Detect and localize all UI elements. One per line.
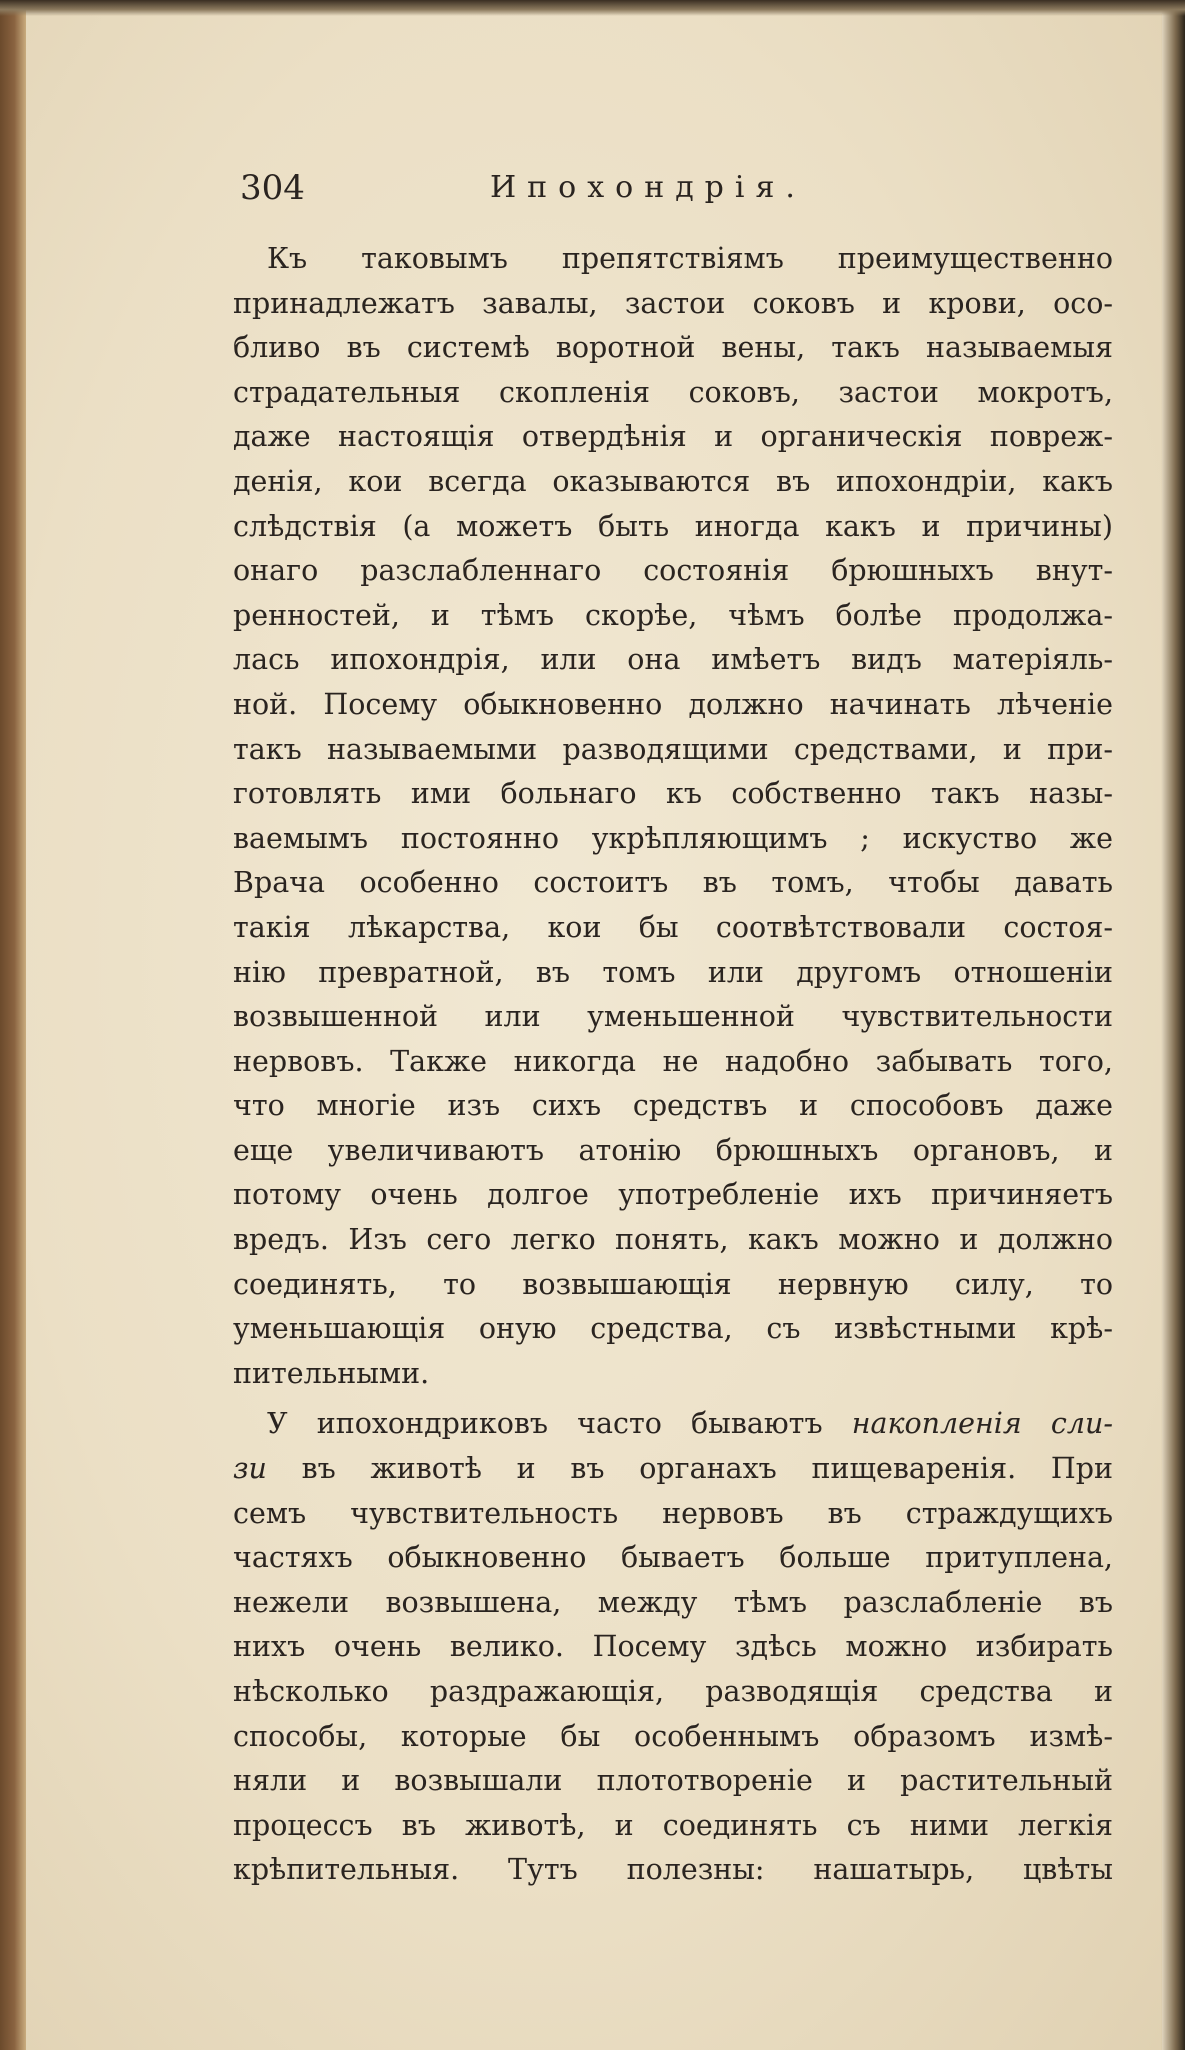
text-run: У ипохондриковъ часто бываютъ <box>267 1407 823 1441</box>
text-line: что многіе изъ сихъ средствъ и способовъ даже <box>233 1089 1113 1123</box>
text-line: ренностей, и тѣмъ скорѣе, чѣмъ болѣе продолжа- <box>233 598 1113 632</box>
text-line: такъ называемыми разводящими средствами, и при- <box>233 732 1113 766</box>
page-top-shadow <box>0 0 1185 16</box>
text-line: способы, которые бы особеннымъ образомъ измѣ- <box>233 1719 1113 1753</box>
text-line: ной. Посему обыкновенно должно начинать лѣченіе <box>233 687 1113 721</box>
page-header <box>240 168 1120 218</box>
text-line <box>233 1402 1113 1447</box>
text-line: страдательныя скопленія соковъ, застои мокротъ, <box>233 375 1113 409</box>
text-line: нѣсколько раздражающія, разводящія средства и <box>233 1675 1113 1708</box>
text-line: денія, кои всегда оказываются въ ипохондріи, какъ <box>233 464 1113 498</box>
italic-phrase: накопленія сли- <box>851 1407 1113 1441</box>
page-number: 304 <box>240 168 305 208</box>
text-line: пительными. <box>233 1356 430 1390</box>
text-line: частяхъ обыкновенно бываетъ больше притуплена, <box>233 1541 1113 1575</box>
page-right-edge <box>1161 0 1185 2050</box>
text-line: Къ таковымъ препятствіямъ преимущественно <box>267 242 1113 275</box>
text-line: лась ипохондрія, или она имѣетъ видъ матеріяль- <box>233 643 1113 677</box>
text-line: возвышенной или уменьшенной чувствительности <box>233 1000 1113 1034</box>
text-line: принадлежатъ завалы, застои соковъ и крови, осо- <box>233 286 1113 320</box>
text-line: еще увеличиваютъ атонію брюшныхъ органовъ, и <box>233 1133 1113 1167</box>
italic-phrase: зи <box>233 1452 267 1486</box>
text-line: потому очень долгое употребленіе ихъ причиняетъ <box>233 1178 1113 1212</box>
text-line: такія лѣкарства, кои бы соотвѣтствовали состоя- <box>233 910 1113 944</box>
text-line: нервовъ. Также никогда не надобно забывать того, <box>233 1044 1113 1078</box>
text-line <box>233 1447 1113 1492</box>
text-line: няли и возвышали плототвореніе и растительный <box>233 1764 1113 1798</box>
text-line: Врача особенно состоитъ въ томъ, чтобы давать <box>233 866 1113 900</box>
body-text <box>233 237 1113 1893</box>
text-run: въ животѣ и въ органахъ пищеваренія. При <box>301 1452 1113 1486</box>
text-line: уменьшающія оную средства, съ извѣстными крѣ- <box>233 1312 1113 1346</box>
text-line: вредъ. Изъ сего легко понять, какъ можно и должно <box>233 1223 1113 1257</box>
running-title: Ипохондрія. <box>490 170 806 205</box>
text-line: даже настоящія отвердѣнія и органическія повреж- <box>233 420 1113 454</box>
text-line: готовлять ими больнаго къ собственно такъ назы- <box>233 777 1113 811</box>
text-line: онаго разслабленнаго состоянія брюшныхъ внут- <box>233 554 1113 588</box>
book-spine-edge <box>0 0 26 2050</box>
text-line: слѣдствія (а можетъ быть иногда какъ и причины) <box>233 509 1113 543</box>
text-line: нихъ очень велико. Посему здѣсь можно избирать <box>233 1630 1113 1664</box>
text-line: процессъ въ животѣ, и соединять съ ними легкія <box>233 1808 1113 1842</box>
text-line: ваемымъ постоянно укрѣпляющимъ ; искуство же <box>233 821 1113 855</box>
text-line: нежели возвышена, между тѣмъ разслабленіе въ <box>233 1585 1113 1619</box>
text-line: бливо въ системѣ воротной вены, такъ называемыя <box>233 331 1113 365</box>
text-line: крѣпительныя. Тутъ полезны: нашатырь, цвѣты <box>233 1853 1113 1887</box>
text-line: нію превратной, въ томъ или другомъ отношеніи <box>233 955 1113 989</box>
text-line: семъ чувствительность нервовъ въ страждущихъ <box>233 1496 1113 1530</box>
text-line: соединять, то возвышающія нервную силу, то <box>233 1267 1113 1301</box>
